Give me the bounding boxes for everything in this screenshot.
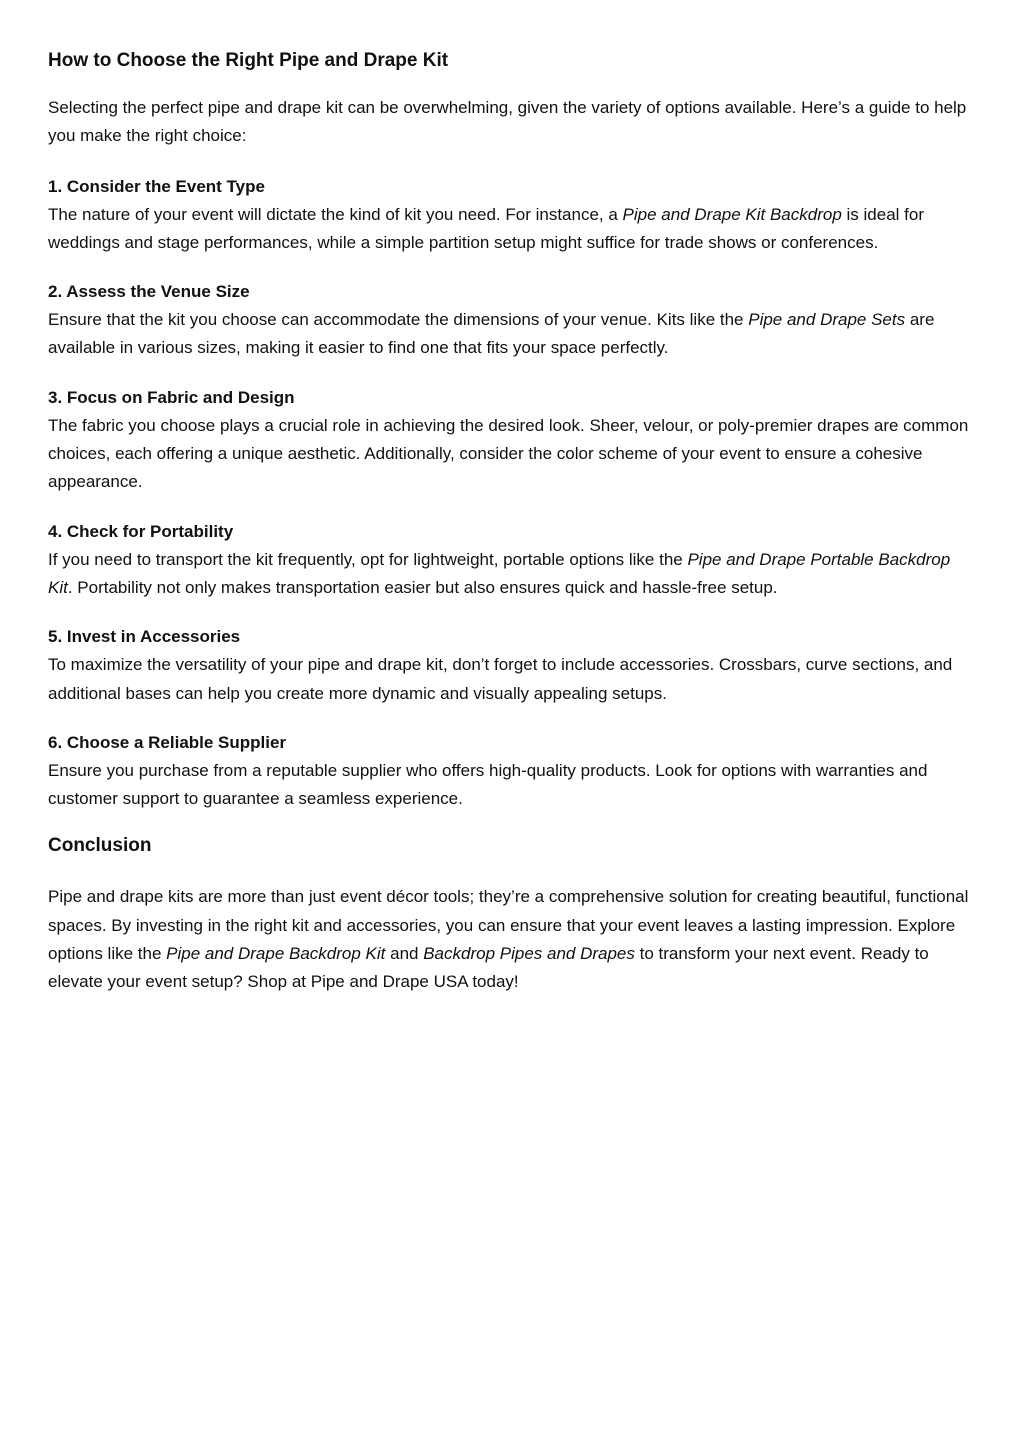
product-name: Pipe and Drape Portable Backdrop Kit	[48, 549, 951, 597]
tip-venue-size	[48, 278, 976, 363]
tip-portability	[48, 518, 976, 603]
tip-body: The nature of your event will dictate the kind of kit you need. For instance, a Pipe and Drape Kit Backdrop is ideal for weddings and stage performances, while a simple partition setup might suffice for trade shows or conferences.	[48, 204, 924, 252]
tip-heading: 6. Choose a Reliable Supplier	[48, 732, 287, 752]
product-name: Pipe and Drape Backdrop Kit	[166, 944, 386, 964]
product-name: Pipe and Drape Sets	[748, 310, 906, 330]
tip-heading: 2. Assess the Venue Size	[48, 282, 250, 302]
tip-heading: 5. Invest in Accessories	[48, 627, 241, 647]
product-name: Pipe and Drape Kit Backdrop	[622, 204, 842, 224]
tip-body: Ensure that the kit you choose can accommodate the dimensions of your venue. Kits like the Pipe and Drape Sets are available in various sizes, making it easier to find one that fits your space perfectly.	[48, 310, 935, 358]
tip-supplier	[48, 729, 976, 814]
tip-heading: 3. Focus on Fabric and Design	[48, 387, 295, 407]
tip-body: Ensure you purchase from a reputable supplier who offers high-quality products. Look for options with warranties and customer support to guarantee a seamless experience.	[48, 760, 928, 809]
tip-event-type	[48, 173, 976, 258]
product-name: Backdrop Pipes and Drapes	[423, 944, 635, 964]
tip-accessories	[48, 623, 976, 708]
conclusion-heading: Conclusion	[48, 835, 152, 857]
tip-heading: 1. Consider the Event Type	[48, 176, 265, 196]
tip-body: The fabric you choose plays a crucial role in achieving the desired look. Sheer, velour, or poly-premier drapes are common choices, each offering a unique aesthetic. Additionally, consider the color scheme of your event to ensure a cohesive appearance.	[48, 415, 969, 492]
intro-paragraph: Selecting the perfect pipe and drape kit can be overwhelming, given the variety of options available. Here’s a guide to help you make the right choice:	[48, 98, 967, 146]
tip-fabric-design	[48, 384, 976, 497]
tip-body: To maximize the versatility of your pipe and drape kit, don’t forget to include accessories. Crossbars, curve sections, and additional bases can help you create more dynamic and visually appealing setups.	[48, 655, 953, 703]
tip-body: If you need to transport the kit frequently, opt for lightweight, portable options like the Pipe and Drape Portable Backdrop Kit. Portability not only makes transportation easier but also ensures quick and hassle-free setup.	[48, 549, 951, 597]
conclusion-paragraph: Pipe and drape kits are more than just event décor tools; they’re a comprehensive solution for creating beautiful, functional spaces. By investing in the right kit and accessories, you can ensure that your event leaves a lasting impression. Explore options like the Pipe and Drape Backdrop Kit and Backdrop Pipes and Drapes to transform your next event. Ready to elevate your event setup? Shop at Pipe and Drape USA today!	[48, 887, 969, 992]
tip-heading: 4. Check for Portability	[48, 521, 234, 541]
article-title: How to Choose the Right Pipe and Drape Kit	[48, 50, 449, 71]
